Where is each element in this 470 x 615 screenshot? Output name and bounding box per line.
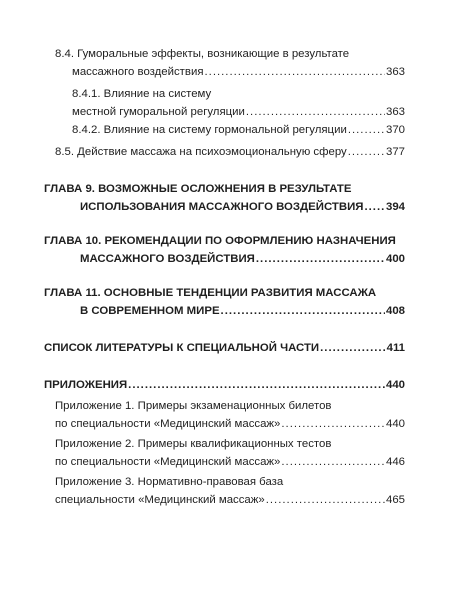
toc-entry-appendices[interactable]: [44, 376, 405, 394]
toc-entry-title-line2: по специальности «Медицинский массаж»: [55, 418, 281, 430]
toc-entry-appendix-1[interactable]: [55, 397, 405, 433]
toc-entry-title: ПРИЛОЖЕНИЯ: [44, 379, 128, 391]
toc-entry-title-line1: 8.4. Гуморальные эффекты, возникающие в результате: [55, 48, 350, 60]
toc-leader-dots: [348, 121, 385, 139]
toc-leader-dots: [246, 103, 385, 121]
toc-entry-8-4-1[interactable]: [72, 85, 405, 121]
toc-entry-chapter-9[interactable]: [44, 180, 405, 216]
toc-leader-dots: [348, 143, 385, 161]
toc-entry-title-line1: Приложение 3. Нормативно-правовая база: [55, 476, 284, 488]
toc-page-number: 370: [385, 124, 405, 136]
toc-entry-title-line1: ГЛАВА 9. ВОЗМОЖНЫЕ ОСЛОЖНЕНИЯ В РЕЗУЛЬТАТЕ: [44, 183, 352, 195]
toc-entry-title: СПИСОК ЛИТЕРАТУРЫ К СПЕЦИАЛЬНОЙ ЧАСТИ: [44, 342, 320, 354]
toc-leader-dots: [256, 250, 385, 268]
toc-entry-title-line2: ИСПОЛЬЗОВАНИЯ МАССАЖНОГО ВОЗДЕЙСТВИЯ: [80, 201, 364, 213]
toc-page-number: 440: [385, 379, 405, 391]
toc-page-number: 446: [385, 456, 405, 468]
toc-entry-title: 8.4.2. Влияние на систему гормональной регуляции: [72, 124, 347, 136]
toc-entry-title-line2: местной гуморальной регуляции: [72, 106, 245, 118]
toc-entry-chapter-11[interactable]: [44, 284, 405, 320]
toc-leader-dots: [266, 491, 385, 509]
toc-leader-dots: [320, 339, 385, 357]
toc-entry-title-line2: В СОВРЕМЕННОМ МИРЕ: [80, 305, 220, 317]
toc-entry-8-5[interactable]: [55, 143, 405, 161]
toc-page-number: 363: [385, 66, 405, 78]
toc-entry-title-line2: массажного воздействия: [72, 66, 204, 78]
toc-entry-appendix-2[interactable]: [55, 435, 405, 471]
toc-page-number: 411: [386, 342, 405, 354]
toc-entry-title: 8.5. Действие массажа на психоэмоциональную сферу: [55, 146, 347, 158]
toc-entry-title-line2: МАССАЖНОГО ВОЗДЕЙСТВИЯ: [80, 253, 255, 265]
toc-entry-references[interactable]: [44, 339, 405, 357]
toc-entry-chapter-10[interactable]: [44, 232, 405, 268]
toc-entry-title-line1: ГЛАВА 11. ОСНОВНЫЕ ТЕНДЕНЦИИ РАЗВИТИЯ МАССАЖА: [44, 287, 377, 299]
toc-leader-dots: [364, 198, 385, 216]
toc-page-number: 394: [385, 201, 405, 213]
toc-entry-title-line1: Приложение 1. Примеры экзаменационных билетов: [55, 400, 332, 412]
toc-page-number: 465: [385, 494, 405, 506]
toc-leader-dots: [204, 63, 385, 81]
toc-leader-dots: [281, 415, 385, 433]
toc-entry-title-line1: 8.4.1. Влияние на систему: [72, 88, 212, 100]
toc-page-number: 363: [385, 106, 405, 118]
toc-entry-title-line1: ГЛАВА 10. РЕКОМЕНДАЦИИ ПО ОФОРМЛЕНИЮ НАЗНАЧЕНИЯ: [44, 235, 396, 247]
toc-leader-dots: [281, 453, 385, 471]
toc-leader-dots: [128, 376, 385, 394]
toc-page-number: 440: [385, 418, 405, 430]
toc-entry-title-line1: Приложение 2. Примеры квалификационных тестов: [55, 438, 332, 450]
toc-leader-dots: [221, 302, 385, 320]
toc-entry-8-4-2[interactable]: [72, 121, 405, 139]
toc-page-number: 408: [385, 305, 405, 317]
toc-entry-8-4[interactable]: [55, 45, 405, 81]
toc-entry-appendix-3[interactable]: [55, 473, 405, 509]
toc-entry-title-line2: по специальности «Медицинский массаж»: [55, 456, 281, 468]
toc-page-number: 377: [385, 146, 405, 158]
toc-page-number: 400: [385, 253, 405, 265]
toc-entry-title-line2: специальности «Медицинский массаж»: [55, 494, 265, 506]
